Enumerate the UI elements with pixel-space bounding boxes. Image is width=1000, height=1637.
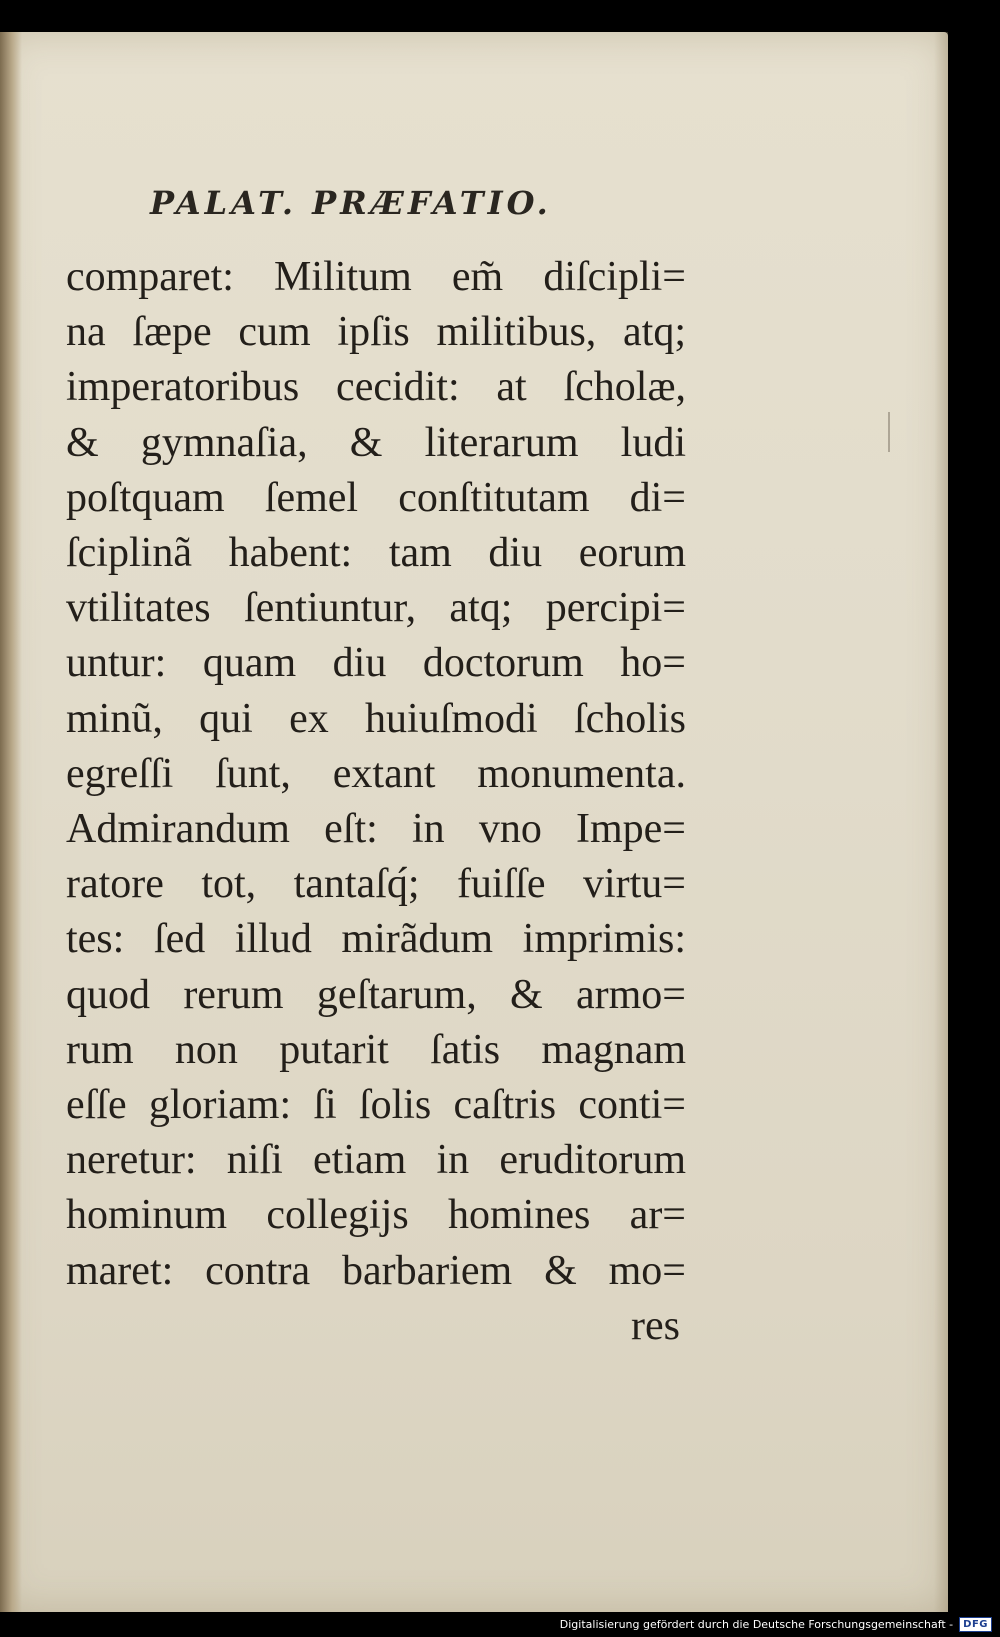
text-line: comparet: Militum em̃ diſcipli=	[66, 254, 686, 300]
text-line: hominum collegijs homines ar=	[66, 1192, 686, 1239]
dfg-logo: DFG	[959, 1617, 992, 1632]
book-page	[0, 32, 948, 1612]
text-line: Admirandum eſt: in vno Impe=	[66, 806, 686, 853]
text-line: imperatoribus cecidit: at ſcholæ,	[66, 364, 686, 411]
text-line: na ſæpe cum ipſis militibus, atq;	[66, 309, 686, 356]
text-line: poſtquam ſemel conſtitutam di=	[66, 474, 686, 521]
running-head: PALAT. PRÆFATIO.	[150, 184, 552, 222]
text-line: vtilitates ſentiuntur, atq; percipi=	[66, 585, 686, 632]
text-line: egreſſi ſunt, extant monumenta.	[66, 750, 686, 797]
credit-text: Digitalisierung gefördert durch die Deutsche Forschungsgemeinschaft -	[559, 1618, 954, 1631]
paper-mark	[888, 412, 890, 452]
text-line: minũ, qui ex huiuſmodi ſcholis	[66, 695, 686, 742]
text-line: quod rerum geſtarum, & armo=	[66, 971, 686, 1018]
text-line: rum non putarit ſatis magnam	[66, 1026, 686, 1073]
footer-credit	[560, 1617, 992, 1632]
text-line: tes: ſed illud mirãdum imprimis:	[66, 916, 686, 963]
text-line: neretur: niſi etiam in eruditorum	[66, 1137, 686, 1184]
text-line: untur: quam diu doctorum ho=	[66, 640, 686, 687]
text-line: & gymnaſia, & literarum ludi	[66, 419, 686, 466]
text-line: ſciplinã habent: tam diu eorum	[66, 530, 686, 577]
text-line: eſſe gloriam: ſi ſolis caſtris conti=	[66, 1082, 686, 1129]
text-line: ratore tot, tantaſq́; fuiſſe virtu=	[66, 861, 686, 908]
catchword: res	[631, 1302, 680, 1349]
text-line: maret: contra barbariem & mo=	[66, 1247, 686, 1294]
text-block	[66, 250, 686, 1354]
